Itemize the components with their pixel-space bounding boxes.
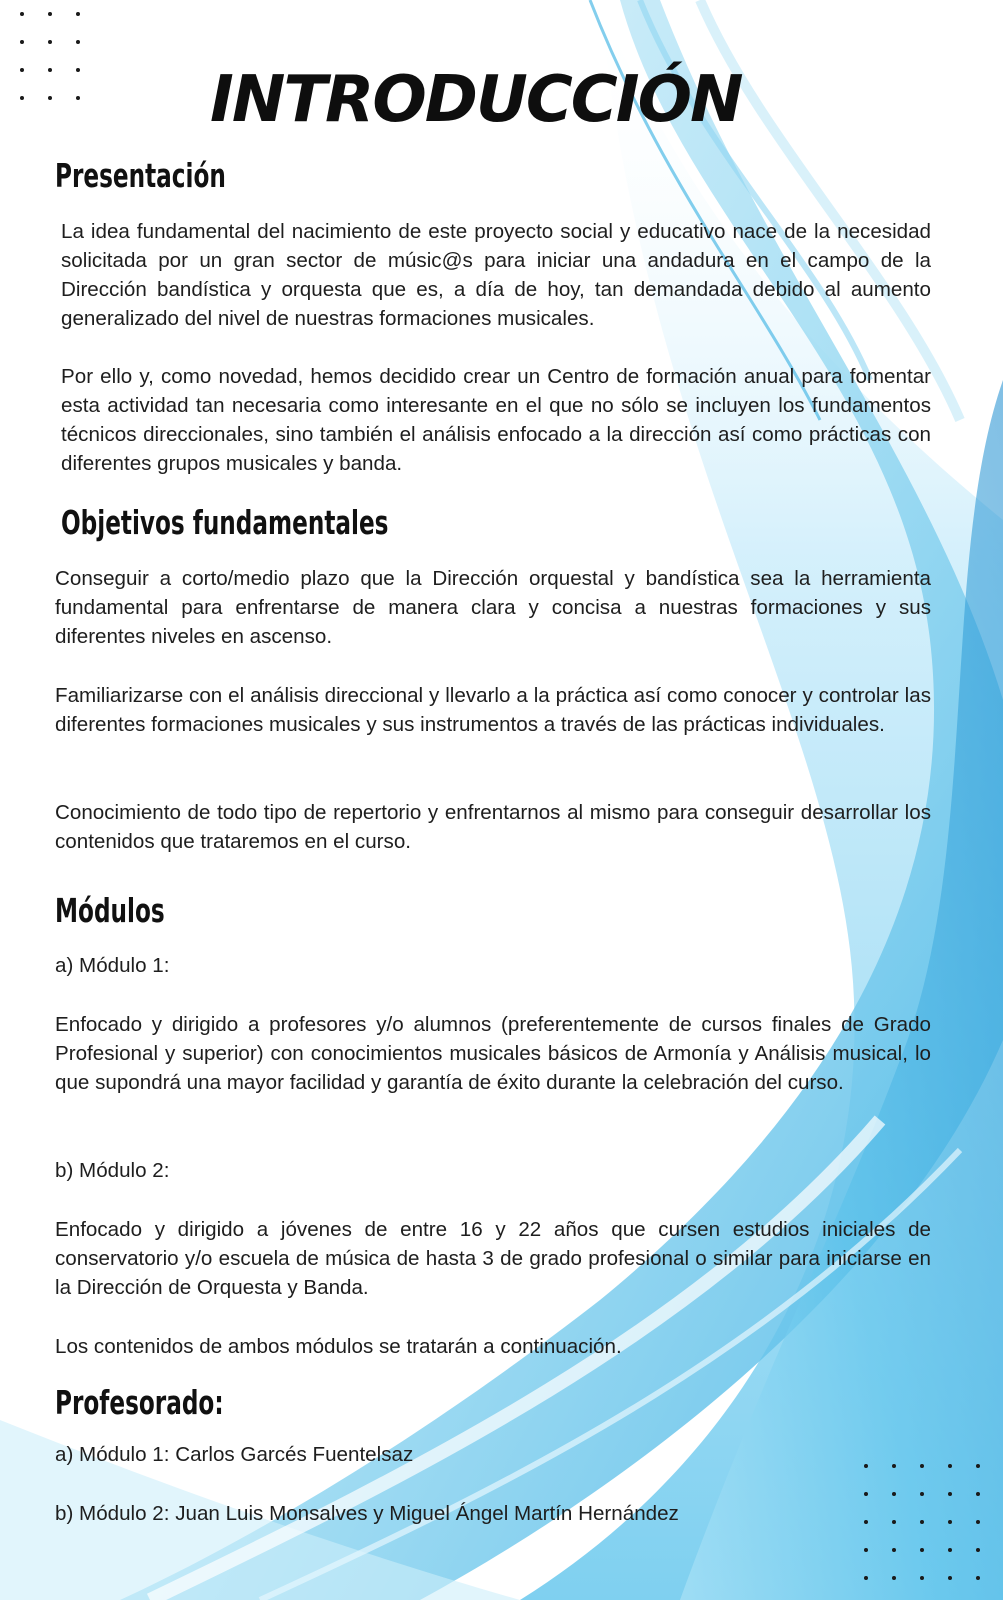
profesorado-modulo-1: a) Módulo 1: Carlos Garcés Fuentelsaz (55, 1443, 414, 1466)
modulo-2-description: Enfocado y dirigido a jóvenes de entre 16 y 22 años que cursen estudios iniciales de conservatorio y/o escuela de música de hasta 3 de grado profesional o similar para iniciarse en la Dirección de Orquesta y Banda. (55, 1218, 931, 1299)
objetivos-paragraph-1: Conseguir a corto/medio plazo que la Dirección orquestal y bandística sea la herramienta fundamental para enfrentarse de manera clara y concisa a nuestras formaciones y sus diferentes niveles en ascenso. (55, 567, 931, 648)
presentacion-paragraph-1: La idea fundamental del nacimiento de este proyecto social y educativo nace de la necesidad solicitada por un gran sector de músic@s para iniciar una andadura en el campo de la Dirección bandística y orquesta que es, a día de hoy, tan demandada debido al aumento generalizado del nivel de nuestras formaciones musicales. (61, 220, 931, 330)
objetivos-paragraph-2: Familiarizarse con el análisis direccional y llevarlo a la práctica así como conocer y controlar las diferentes formaciones musicales y sus instrumentos a través de las prácticas individuales. (55, 684, 931, 736)
page-title: INTRODUCCIÓN (210, 63, 742, 137)
objetivos-heading: Objetivos fundamentales (61, 503, 389, 542)
profesorado-modulo-2: b) Módulo 2: Juan Luis Monsalves y Miguel Ángel Martín Hernández (55, 1502, 679, 1525)
modulos-heading: Módulos (55, 891, 165, 930)
profesorado-heading: Profesorado: (55, 1383, 224, 1422)
modulos-note: Los contenidos de ambos módulos se tratarán a continuación. (55, 1335, 622, 1358)
presentacion-heading: Presentación (55, 156, 226, 195)
modulo-2-label: b) Módulo 2: (55, 1159, 170, 1182)
modulo-1-description: Enfocado y dirigido a profesores y/o alumnos (preferentemente de cursos finales de Grado Profesional y superior) con conocimientos musicales básicos de Armonía y Análisis musical, lo que supondrá una mayor facilidad y garantía de éxito durante la celebración del curso. (55, 1013, 931, 1094)
modulo-1-label: a) Módulo 1: (55, 954, 170, 977)
objetivos-paragraph-3: Conocimiento de todo tipo de repertorio y enfrentarnos al mismo para conseguir desarrollar los contenidos que trataremos en el curso. (55, 801, 931, 853)
presentacion-paragraph-2: Por ello y, como novedad, hemos decidido crear un Centro de formación anual para fomentar esta actividad tan necesaria como interesante en el que no sólo se incluyen los fundamentos técnicos direccionales, sino también el análisis enfocado a la dirección así como prácticas con diferentes grupos musicales y banda. (61, 365, 931, 475)
